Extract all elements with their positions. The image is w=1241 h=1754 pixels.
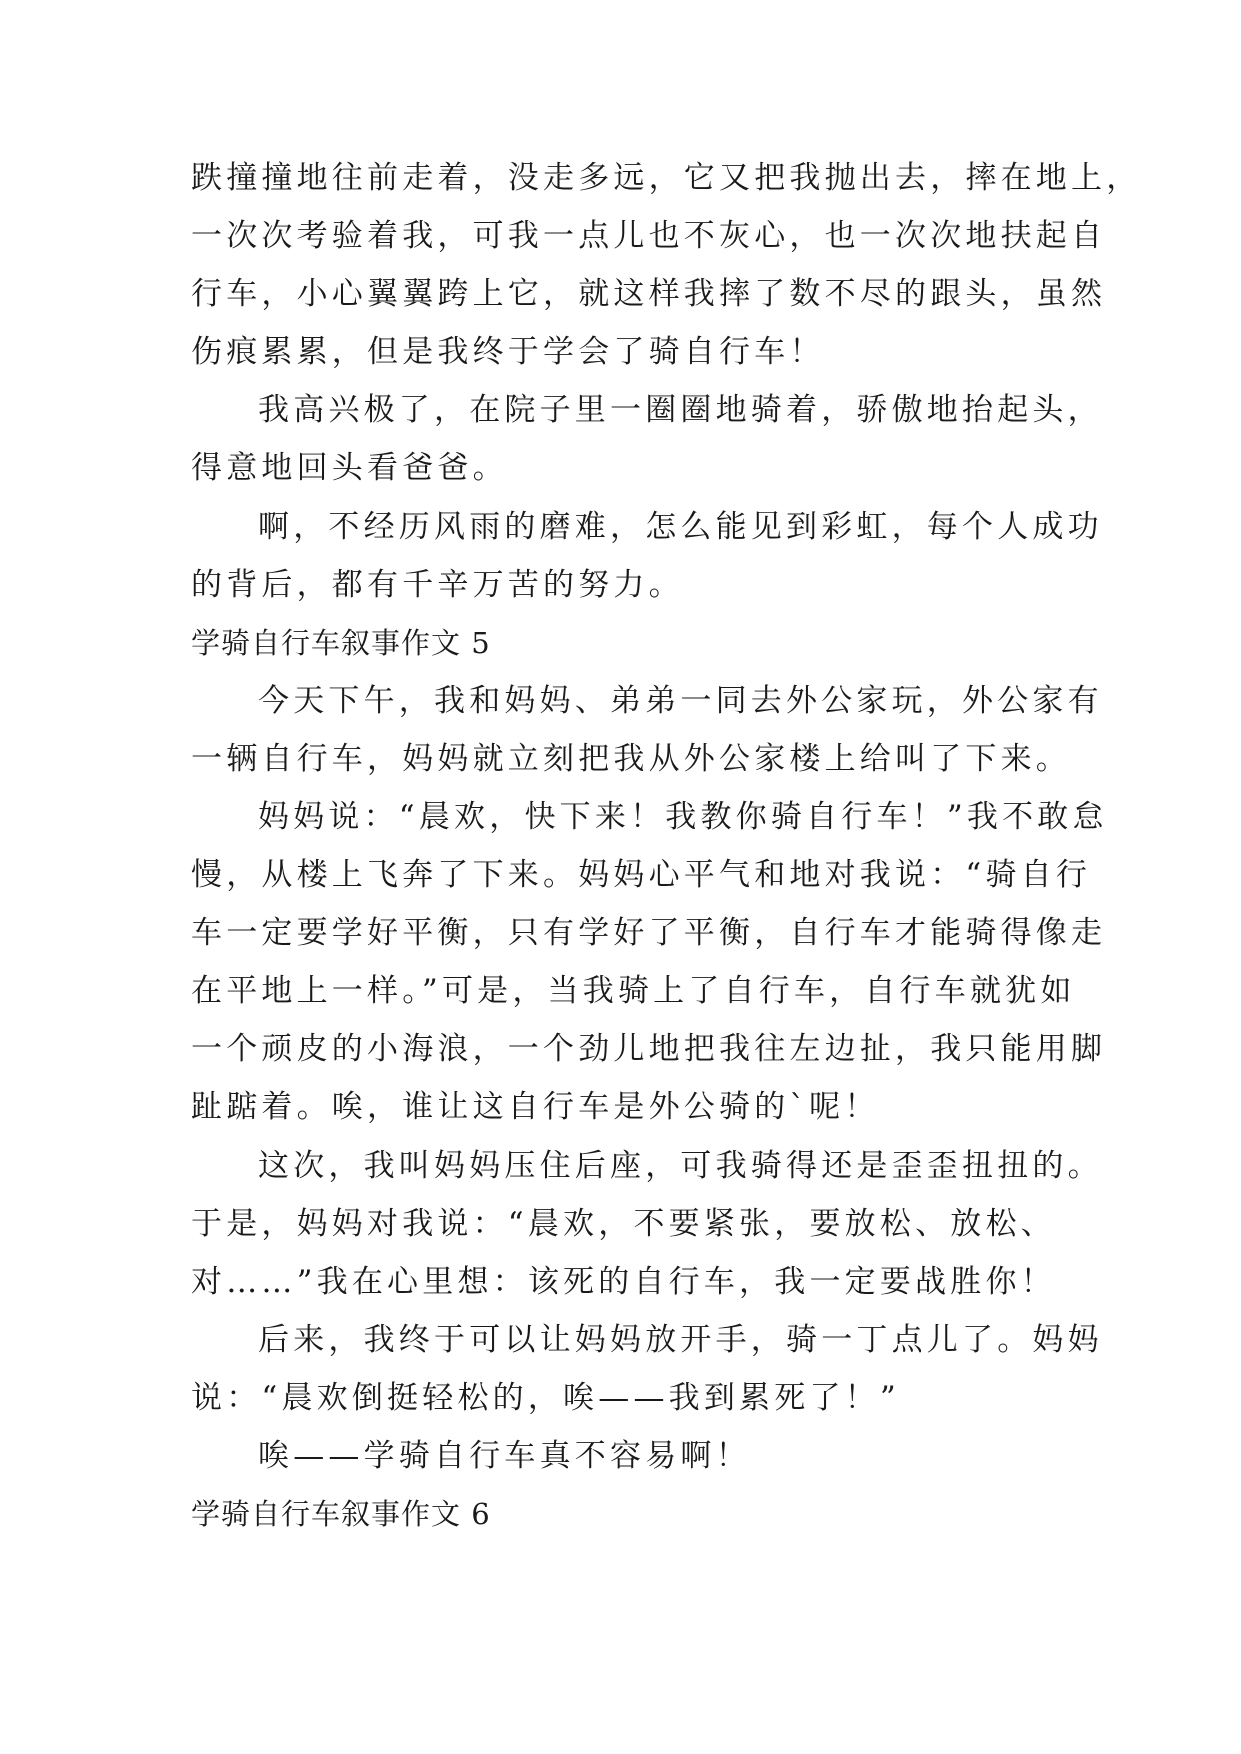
body-text-line: 的背后，都有千辛万苦的努力。 [191, 567, 684, 603]
paragraph-first-line: 妈妈说：“晨欢，快下来！我教你骑自行车！”我不敢怠 [258, 799, 1108, 835]
body-text-line: 得意地回头看爸爸。 [191, 450, 508, 486]
paragraph-first-line: 我高兴极了，在院子里一圈圈地骑着，骄傲地抬起头， [258, 392, 1103, 428]
section-heading: 学骑自行车叙事作文 5 [191, 626, 491, 660]
body-text-line: 在平地上一样。”可是，当我骑上了自行车，自行车就犹如 [191, 973, 1076, 1009]
body-text-line: 车一定要学好平衡，只有学好了平衡，自行车才能骑得像走 [191, 915, 1107, 951]
paragraph-first-line: 唉——学骑自行车真不容易啊！ [258, 1438, 751, 1474]
body-text-line: 跌撞撞地往前走着，没走多远，它又把我抛出去，摔在地上， [191, 160, 1142, 196]
body-text-line: 于是，妈妈对我说：“晨欢，不要紧张，要放松、放松、 [191, 1206, 1056, 1242]
paragraph-first-line: 后来，我终于可以让妈妈放开手，骑一丁点儿了。妈妈 [258, 1322, 1103, 1358]
paragraph-first-line: 啊，不经历风雨的磨难，怎么能见到彩虹，每个人成功 [258, 509, 1103, 545]
body-text-line: 一个顽皮的小海浪，一个劲儿地把我往左边扯，我只能用脚 [191, 1031, 1107, 1067]
body-text-line: 行车，小心翼翼跨上它，就这样我摔了数不尽的跟头，虽然 [191, 276, 1107, 312]
body-text-line: 说：“晨欢倒挺轻松的，唉——我到累死了！” [191, 1380, 900, 1416]
body-text-line: 趾踮着。唉，谁让这自行车是外公骑的`呢！ [191, 1089, 880, 1125]
paragraph-first-line: 今天下午，我和妈妈、弟弟一同去外公家玩，外公家有 [258, 683, 1103, 719]
body-text-line: 伤痕累累，但是我终于学会了骑自行车！ [191, 334, 825, 370]
body-text-line: 对……”我在心里想：该死的自行车，我一定要战胜你！ [191, 1264, 1056, 1300]
body-text-line: 一辆自行车，妈妈就立刻把我从外公家楼上给叫了下来。 [191, 741, 1071, 777]
section-heading: 学骑自行车叙事作文 6 [191, 1497, 491, 1531]
body-text-line: 一次次考验着我，可我一点儿也不灰心，也一次次地扶起自 [191, 218, 1107, 254]
paragraph-first-line: 这次，我叫妈妈压住后座，可我骑得还是歪歪扭扭的。 [258, 1148, 1103, 1184]
body-text-line: 慢，从楼上飞奔了下来。妈妈心平气和地对我说：“骑自行 [191, 857, 1092, 893]
